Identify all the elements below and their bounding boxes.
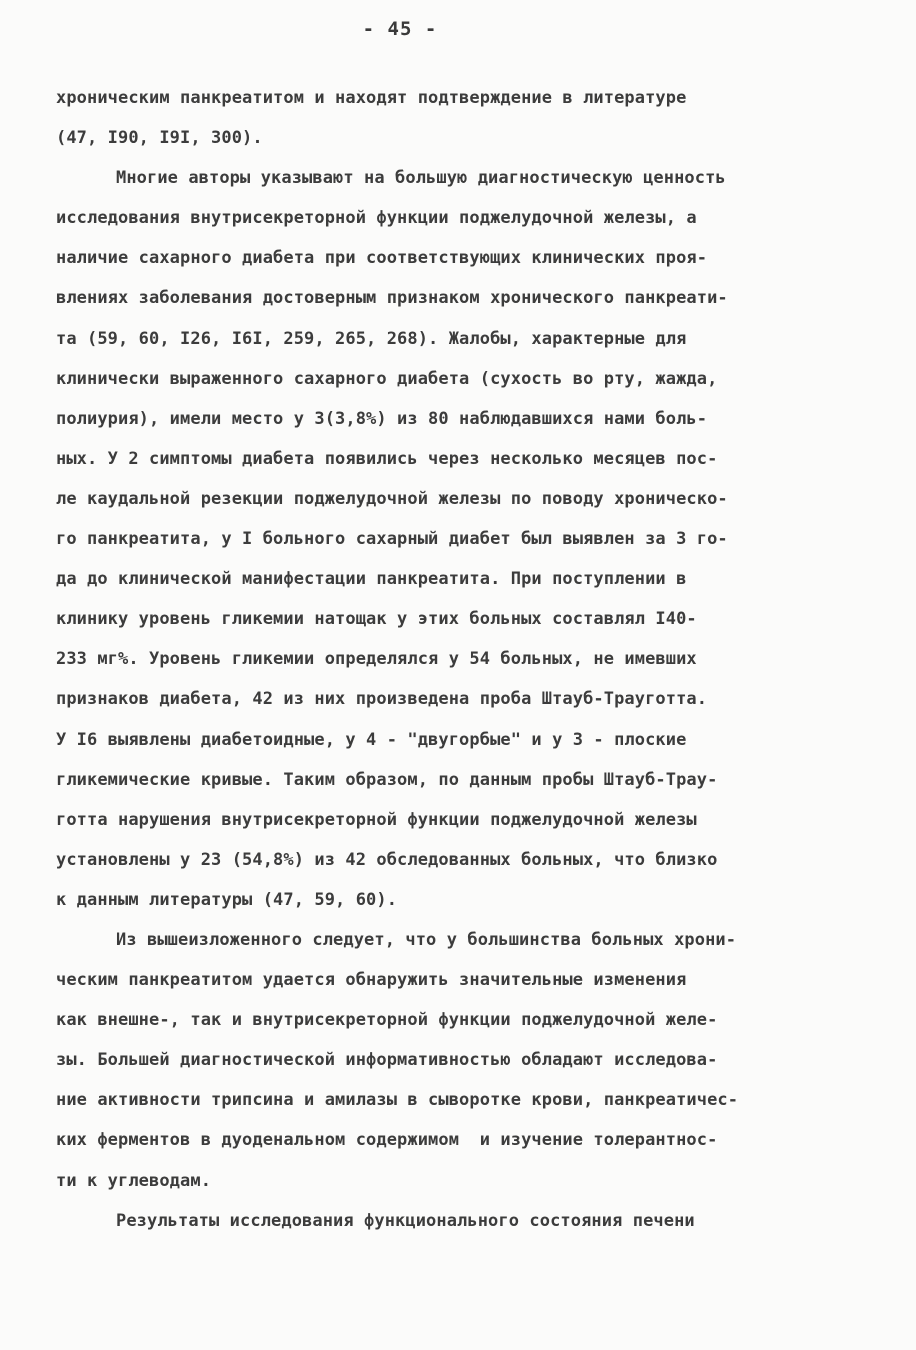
body-text [56,78,856,1241]
text-line: клинически выраженного сахарного диабета (сухость во рту, жажда, [56,368,718,389]
text-line: ти к углеводам. [56,1170,212,1191]
text-line: ных. У 2 симптомы диабета появились через несколько месяцев пос- [56,448,718,469]
text-line: го панкреатита, у I больного сахарный диабет был выявлен за 3 го- [56,529,728,550]
text-line: полиурия), имели место у 3(3,8%) из 80 наблюдавшихся нами боль- [56,408,708,429]
text-line: зы. Большей диагностической информативностью обладают исследова- [56,1050,718,1071]
text-line: да до клинической манифестации панкреатита. При поступлении в [56,569,687,590]
text-line: ких ферментов в дуоденальном содержимом и изучение толерантнос- [56,1130,718,1151]
text-line: ле каудальной резекции поджелудочной железы по поводу хроническо- [56,488,728,509]
text-line: как внешне-, так и внутрисекреторной функции поджелудочной желе- [56,1010,718,1031]
paragraph-first-line: Из вышеизложенного следует, что у большинства больных хрони- [116,929,737,950]
text-line: (47, I90, I9I, 300). [56,128,263,149]
text-line: хроническим панкреатитом и находят подтверждение в литературе [56,88,687,108]
text-line: ческим панкреатитом удается обнаружить значительные изменения [56,970,687,991]
text-line: 233 мг%. Уровень гликемии определялся у 54 больных, не имевших [56,649,697,670]
text-line: к данным литературы (47, 59, 60). [56,889,398,910]
text-line: У I6 выявлены диабетоидные, у 4 - "двугорбые" и у 3 - плоские [56,729,687,750]
text-line: исследования внутрисекреторной функции поджелудочной железы, а [56,208,697,229]
text-line: та (59, 60, I26, I6I, 259, 265, 268). Жалобы, характерные для [56,328,687,349]
page-number: - 45 - [362,18,438,40]
text-line: влениях заболевания достоверным признаком хронического панкреати- [56,288,728,309]
text-line: установлены у 23 (54,8%) из 42 обследованных больных, что близко [56,849,718,870]
text-line: наличие сахарного диабета при соответствующих клинических проя- [56,248,708,269]
text-line: ние активности трипсина и амилазы в сыворотке крови, панкреатичес- [56,1090,739,1111]
text-line: признаков диабета, 42 из них произведена проба Штауб-Трауготта. [56,689,708,710]
paragraph-first-line: Результаты исследования функционального состояния печени [116,1210,695,1231]
paragraph-first-line: Многие авторы указывают на большую диагностическую ценность [116,168,726,189]
text-line: готта нарушения внутрисекреторной функции поджелудочной железы [56,809,697,830]
text-line: клинику уровень гликемии натощак у этих больных составлял I40- [56,609,697,630]
text-line: гликемические кривые. Таким образом, по данным пробы Штауб-Трау- [56,769,718,790]
